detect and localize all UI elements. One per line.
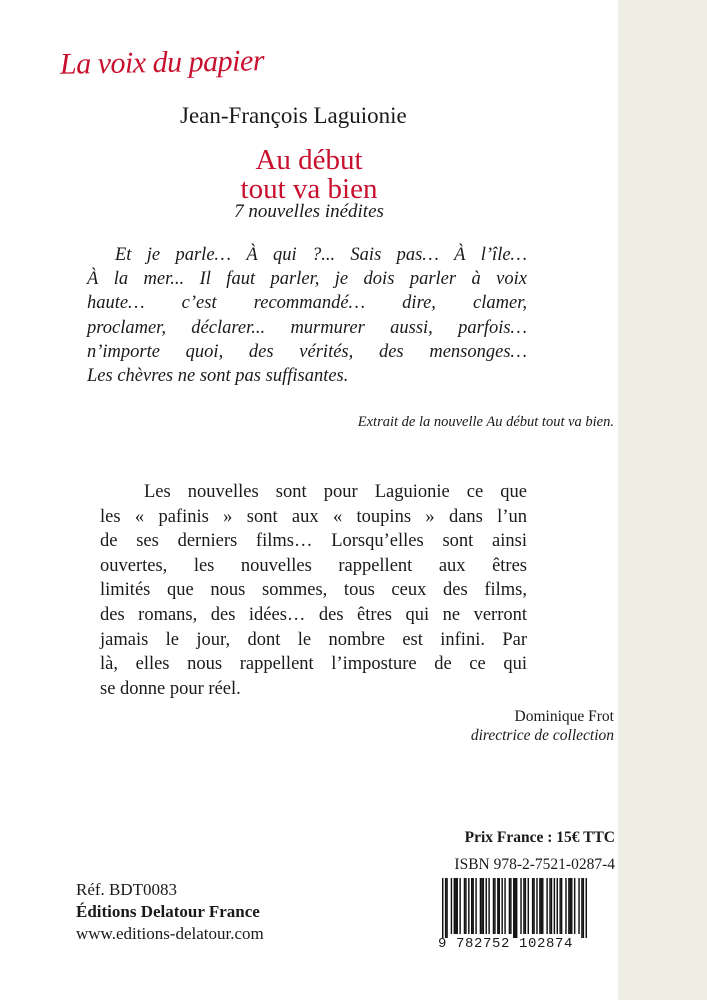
excerpt-line: haute… c’est recommandé… dire, clamer,: [87, 293, 527, 314]
blurb-line: limités que nous sommes, tous ceux des films,: [100, 580, 527, 601]
blurb-line: ouvertes, les nouvelles rappellent aux êtres: [100, 555, 527, 576]
excerpt-line: Les chèvres ne sont pas suffisantes.: [87, 366, 349, 387]
excerpt-source: Extrait de la nouvelle Au début tout va bien.: [357, 414, 614, 430]
blurb-line: là, elles nous rappellent l’imposture de ce qui: [100, 654, 527, 675]
excerpt-line: proclamer, déclarer... murmurer aussi, parfois…: [87, 317, 527, 338]
excerpt-line: À la mer... Il faut parler, je dois parler à voix: [87, 269, 527, 290]
blurb-line: se donne pour réel.: [100, 678, 241, 699]
blurb-line: Les nouvelles sont pour Laguionie ce que: [144, 482, 527, 502]
author-name: Jean-François Laguionie: [180, 103, 407, 128]
publisher-website: www.editions-delatour.com: [76, 924, 264, 943]
blurb-line: jamais le jour, dont le nombre est infini. Par: [100, 629, 527, 650]
excerpt-line: n’importe quoi, des vérités, des mensonges…: [87, 341, 527, 362]
book-title-line-2: tout va bien: [240, 173, 378, 205]
barcode-number: 9 782752 102874: [438, 936, 574, 952]
price-label: Prix France : 15€ TTC: [464, 829, 615, 846]
reference-code: Réf. BDT0083: [76, 880, 178, 899]
book-title-line-1: Au début: [255, 144, 363, 176]
signature-role: directrice de collection: [470, 727, 614, 744]
signature-name: Dominique Frot: [514, 708, 614, 725]
blurb-line: les « pafinis » sont aux « toupins » dans l’un: [100, 506, 527, 527]
excerpt-line: Et je parle… À qui ?... Sais pas… À l’île…: [115, 245, 527, 265]
barcode-bars: [438, 878, 590, 938]
collection-name: La voix du papier: [59, 44, 265, 81]
isbn-label: ISBN 978-2-7521-0287-4: [454, 856, 615, 873]
book-spine: [618, 0, 707, 1000]
book-subtitle: 7 nouvelles inédites: [234, 201, 384, 222]
excerpt-quote: [87, 243, 527, 388]
book-blurb: [100, 480, 527, 701]
blurb-line: des romans, des idées… des êtres qui ne verront: [100, 604, 527, 625]
blurb-line: de ses derniers films… Lorsqu’elles sont ainsi: [100, 531, 527, 552]
publisher-name: Éditions Delatour France: [76, 902, 260, 921]
